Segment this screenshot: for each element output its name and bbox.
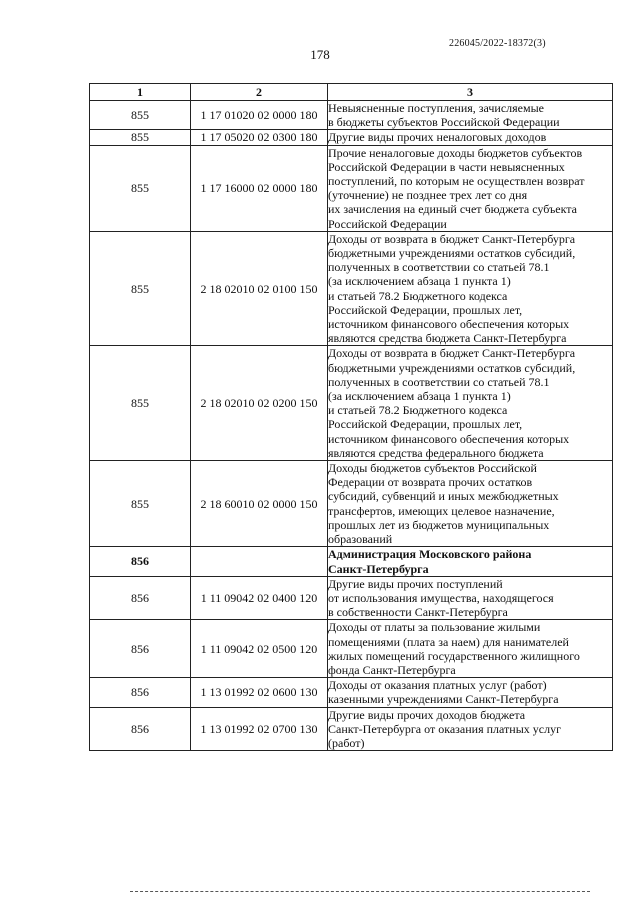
budget-code-cell: 1 11 09042 02 0500 120 xyxy=(191,620,328,678)
table-row xyxy=(90,461,613,547)
budget-code-cell: 1 17 01020 02 0000 180 xyxy=(191,101,328,130)
description-line: трансфертов, имеющих целевое назначение, xyxy=(328,503,555,518)
admin-code-cell: 856 xyxy=(90,576,191,620)
admin-code-cell: 855 xyxy=(90,101,191,130)
admin-code-cell: 855 xyxy=(90,461,191,547)
description-line: Другие виды прочих неналоговых доходов xyxy=(328,130,547,145)
column-header-2: 2 xyxy=(191,84,328,101)
bottom-rule xyxy=(130,891,590,892)
description-line: Доходы бюджетов субъектов Российской xyxy=(328,461,537,476)
table-row xyxy=(90,130,613,145)
description-line: Федерации от возврата прочих остатков xyxy=(328,475,533,490)
description-cell xyxy=(328,346,613,461)
description-line: фонда Санкт-Петербурга xyxy=(328,662,456,677)
description-line: и статьей 78.2 Бюджетного кодекса xyxy=(328,288,508,303)
description-line: Прочие неналоговые доходы бюджетов субъектов xyxy=(328,145,583,160)
table-row xyxy=(90,620,613,678)
description-line: в бюджеты субъектов Российской Федерации xyxy=(328,115,560,130)
description-line: (за исключением абзаца 1 пункта 1) xyxy=(328,389,511,404)
description-line: Санкт-Петербурга xyxy=(328,561,429,576)
description-line: поступлений, по которым не осуществлен возврат xyxy=(328,174,585,189)
admin-code-cell: 856 xyxy=(90,620,191,678)
budget-code-cell: 1 17 16000 02 0000 180 xyxy=(191,145,328,231)
description-line: являются средства федерального бюджета xyxy=(328,445,544,460)
description-line: помещениями (плата за наем) для нанимателей xyxy=(328,634,569,649)
description-line: (уточнение) не позднее трех лет со дня xyxy=(328,188,528,203)
budget-code-cell: 1 11 09042 02 0400 120 xyxy=(191,576,328,620)
table-row xyxy=(90,678,613,707)
admin-code-cell: 856 xyxy=(90,678,191,707)
description-line: Другие виды прочих поступлений xyxy=(328,576,503,591)
description-line: Российской Федерации, прошлых лет, xyxy=(328,417,523,432)
table-body xyxy=(90,101,613,751)
description-line: Невыясненные поступления, зачисляемые xyxy=(328,101,544,115)
description-line: Доходы от возврата в бюджет Санкт-Петербурга xyxy=(328,346,576,361)
budget-code-cell: 1 13 01992 02 0600 130 xyxy=(191,678,328,707)
description-line: Санкт-Петербурга от оказания платных услуг xyxy=(328,721,562,736)
description-line: Российской Федерации в части невыясненных xyxy=(328,159,565,174)
description-line: источником финансового обеспечения которых xyxy=(328,431,570,446)
description-cell xyxy=(328,231,613,346)
column-header-3: 3 xyxy=(328,84,613,101)
table-row xyxy=(90,145,613,231)
description-line: образований xyxy=(328,532,393,547)
column-header-1: 1 xyxy=(90,84,191,101)
admin-code-cell: 855 xyxy=(90,145,191,231)
budget-code-cell xyxy=(191,547,328,576)
description-line: (работ) xyxy=(328,735,365,750)
budget-code-cell: 1 17 05020 02 0300 180 xyxy=(191,130,328,145)
revenue-codes-table xyxy=(89,83,613,751)
description-line: бюджетными учреждениями остатков субсидий, xyxy=(328,246,576,261)
description-line: (за исключением абзаца 1 пункта 1) xyxy=(328,274,511,289)
budget-code-cell: 2 18 02010 02 0100 150 xyxy=(191,231,328,346)
admin-code-cell: 856 xyxy=(90,707,191,751)
description-line: Доходы от платы за пользование жилыми xyxy=(328,620,541,635)
description-line: Российской Федерации xyxy=(328,216,447,231)
description-cell xyxy=(328,145,613,231)
description-cell xyxy=(328,576,613,620)
description-line: Доходы от возврата в бюджет Санкт-Петербурга xyxy=(328,231,576,246)
description-line: источником финансового обеспечения которых xyxy=(328,317,570,332)
description-line: субсидий, субвенций и иных межбюджетных xyxy=(328,489,559,504)
description-line: в собственности Санкт-Петербурга xyxy=(328,605,508,620)
description-line: Доходы от оказания платных услуг (работ) xyxy=(328,678,547,693)
description-line: бюджетными учреждениями остатков субсидий, xyxy=(328,360,576,375)
description-line: казенными учреждениями Санкт-Петербурга xyxy=(328,692,559,707)
table-row xyxy=(90,576,613,620)
table-header-row xyxy=(90,84,613,101)
admin-code-cell: 855 xyxy=(90,231,191,346)
description-line: их зачисления на единый счет бюджета субъекта xyxy=(328,202,577,217)
page-number: 178 xyxy=(310,47,330,62)
description-line: от использования имущества, находящегося xyxy=(328,590,554,605)
description-cell xyxy=(328,707,613,751)
admin-code-cell: 856 xyxy=(90,547,191,576)
description-line: и статьей 78.2 Бюджетного кодекса xyxy=(328,403,508,418)
table-row xyxy=(90,707,613,751)
description-cell xyxy=(328,547,613,576)
description-line: являются средства бюджета Санкт-Петербурга xyxy=(328,331,567,346)
description-line: Администрация Московского района xyxy=(328,547,532,562)
admin-code-cell: 855 xyxy=(90,346,191,461)
description-line: полученных в соответствии со статьей 78.1 xyxy=(328,260,550,275)
budget-code-cell: 2 18 60010 02 0000 150 xyxy=(191,461,328,547)
description-cell xyxy=(328,130,613,145)
description-line: жилых помещений государственного жилищного xyxy=(328,648,580,663)
description-cell xyxy=(328,461,613,547)
table-row xyxy=(90,101,613,130)
table-row xyxy=(90,231,613,346)
description-line: Другие виды прочих доходов бюджета xyxy=(328,707,526,722)
document-id: 226045/2022-18372(3) xyxy=(449,38,546,49)
budget-code-cell: 2 18 02010 02 0200 150 xyxy=(191,346,328,461)
description-cell xyxy=(328,678,613,707)
description-cell xyxy=(328,101,613,130)
table-row xyxy=(90,547,613,576)
description-line: прошлых лет из бюджетов муниципальных xyxy=(328,517,550,532)
budget-code-cell: 1 13 01992 02 0700 130 xyxy=(191,707,328,751)
admin-code-cell: 855 xyxy=(90,130,191,145)
description-line: Российской Федерации, прошлых лет, xyxy=(328,302,523,317)
description-cell xyxy=(328,620,613,678)
description-line: полученных в соответствии со статьей 78.1 xyxy=(328,374,550,389)
table-row xyxy=(90,346,613,461)
